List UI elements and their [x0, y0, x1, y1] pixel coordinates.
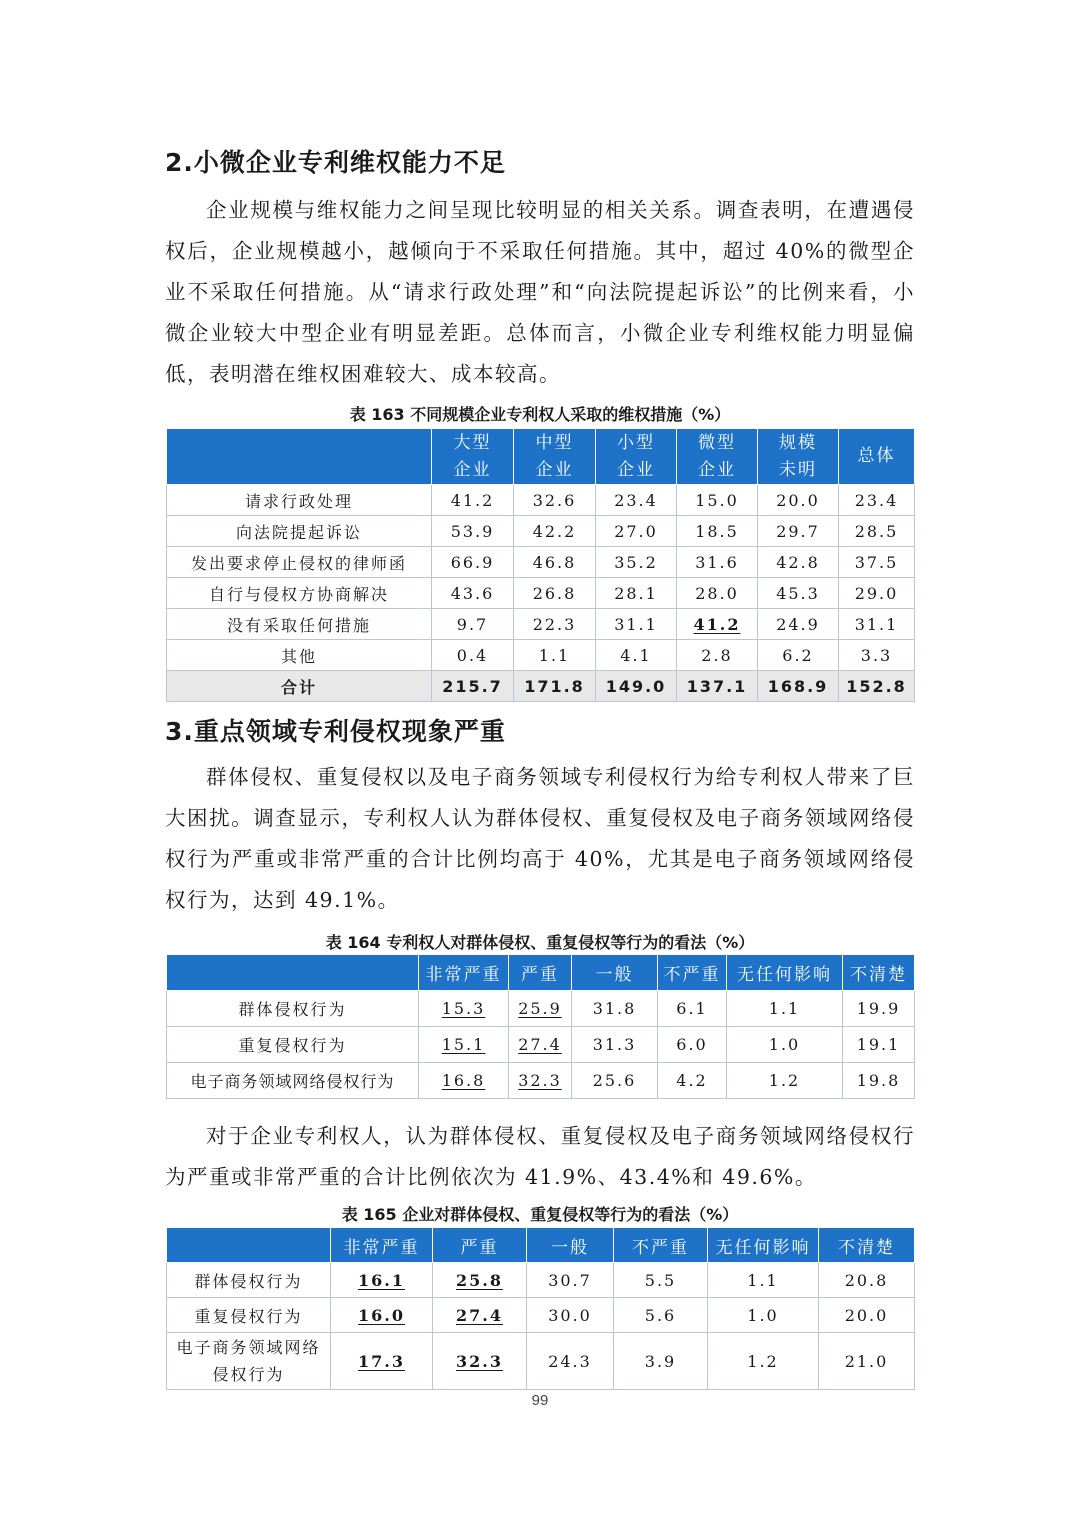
- table-cell: 32.6: [514, 485, 596, 516]
- table-cell: 28.5: [839, 516, 915, 547]
- table-cell: 215.7: [432, 671, 514, 702]
- table-cell-highlight: 25.9: [509, 991, 572, 1027]
- table-row: [167, 578, 915, 609]
- table-header-corner: [167, 955, 419, 991]
- table-cell: 19.8: [843, 1063, 915, 1099]
- table-row: [167, 1333, 915, 1390]
- table-cell: 1.2: [708, 1333, 819, 1390]
- table-cell-highlight: 15.3: [419, 991, 509, 1027]
- table-cell: 1.0: [708, 1298, 819, 1333]
- table-cell-highlight: 32.3: [433, 1333, 527, 1390]
- table-cell: 31.3: [572, 1027, 658, 1063]
- table-header-corner: [167, 1228, 331, 1263]
- table-cell: 23.4: [596, 485, 677, 516]
- row-label: 其他: [167, 640, 432, 671]
- table-header-cell: 不严重: [658, 955, 727, 991]
- table-cell: 1.0: [727, 1027, 843, 1063]
- table-cell: 171.8: [514, 671, 596, 702]
- table-cell: 2.8: [677, 640, 758, 671]
- table-cell: 35.2: [596, 547, 677, 578]
- table-cell: 28.0: [677, 578, 758, 609]
- table-row: [167, 609, 915, 640]
- table-cell-highlight: 16.1: [331, 1263, 433, 1298]
- row-label: 重复侵权行为: [167, 1027, 419, 1063]
- table-cell-highlight: 32.3: [509, 1063, 572, 1099]
- table-cell: 66.9: [432, 547, 514, 578]
- table-cell: 22.3: [514, 609, 596, 640]
- table-cell: 137.1: [677, 671, 758, 702]
- row-label: 电子商务领域网络侵权行为: [167, 1063, 419, 1099]
- row-label: 群体侵权行为: [167, 991, 419, 1027]
- table-165: [166, 1227, 915, 1390]
- table-cell: 24.9: [758, 609, 839, 640]
- table-cell: 6.2: [758, 640, 839, 671]
- row-label: 电子商务领域网络 侵权行为: [167, 1333, 331, 1390]
- table-cell-highlight: 16.0: [331, 1298, 433, 1333]
- row-label: 请求行政处理: [167, 485, 432, 516]
- table-cell: 20.8: [819, 1263, 915, 1298]
- table-header-cell: 小型 企业: [596, 429, 677, 485]
- table-cell: 4.1: [596, 640, 677, 671]
- row-label: 发出要求停止侵权的律师函: [167, 547, 432, 578]
- table-header-cell: 规模 未明: [758, 429, 839, 485]
- table-header-cell: 严重: [509, 955, 572, 991]
- table-header-cell: 中型 企业: [514, 429, 596, 485]
- table-cell: 31.8: [572, 991, 658, 1027]
- section-2-paragraph: 企业规模与维权能力之间呈现比较明显的相关关系。调查表明，在遭遇侵权后，企业规模越小，越倾向于不采取任何措施。其中，超过 40%的微型企业不采取任何措施。从“请求行政处理”和“向法院提起诉讼”的比例来看，小微企业较大中型企业有明显差距。总体而言，小微企业专利维权能力明显偏低，表明潜在维权困难较大、成本较高。: [165, 198, 915, 386]
- row-label: 自行与侵权方协商解决: [167, 578, 432, 609]
- table-cell: 18.5: [677, 516, 758, 547]
- table-cell: 31.1: [839, 609, 915, 640]
- table-header-cell: 不清楚: [843, 955, 915, 991]
- table-cell: 29.0: [839, 578, 915, 609]
- table-row: [167, 1063, 915, 1099]
- table-row: [167, 991, 915, 1027]
- table-cell: 3.9: [614, 1333, 708, 1390]
- table-header-cell: 一般: [527, 1228, 614, 1263]
- table-header-cell: 大型 企业: [432, 429, 514, 485]
- table-cell: 15.0: [677, 485, 758, 516]
- table-cell: 43.6: [432, 578, 514, 609]
- table-164: [166, 954, 915, 1099]
- table-cell: 6.0: [658, 1027, 727, 1063]
- table-cell: 1.1: [727, 991, 843, 1027]
- table-cell: 24.3: [527, 1333, 614, 1390]
- row-label: 向法院提起诉讼: [167, 516, 432, 547]
- table-cell: 5.5: [614, 1263, 708, 1298]
- table-cell: 41.2: [432, 485, 514, 516]
- section-3-paragraph-1: 群体侵权、重复侵权以及电子商务领域专利侵权行为给专利权人带来了巨大困扰。调查显示，专利权人认为群体侵权、重复侵权及电子商务领域网络侵权行为严重或非常严重的合计比例均高于 40%，尤其是电子商务领域网络侵权行为，达到 49.1%。: [165, 765, 915, 912]
- table-cell: 21.0: [819, 1333, 915, 1390]
- table-row: [167, 485, 915, 516]
- row-label: 群体侵权行为: [167, 1263, 331, 1298]
- table-cell: 4.2: [658, 1063, 727, 1099]
- row-label: 重复侵权行为: [167, 1298, 331, 1333]
- table-header-cell: 无任何影响: [727, 955, 843, 991]
- table-cell: 37.5: [839, 547, 915, 578]
- table-header-cell: 非常严重: [419, 955, 509, 991]
- table-cell: 31.6: [677, 547, 758, 578]
- table-cell-highlight: 16.8: [419, 1063, 509, 1099]
- table-165-header-row: [167, 1228, 915, 1263]
- table-165-caption: 表 165 企业对群体侵权、重复侵权等行为的看法（%）: [341, 1205, 739, 1224]
- table-header-corner: [167, 429, 432, 485]
- table-cell: 29.7: [758, 516, 839, 547]
- table-cell: 9.7: [432, 609, 514, 640]
- table-cell: 6.1: [658, 991, 727, 1027]
- table-cell: 28.1: [596, 578, 677, 609]
- table-cell-highlight: 27.4: [433, 1298, 527, 1333]
- table-cell: 3.3: [839, 640, 915, 671]
- table-cell-highlight: 41.2: [677, 609, 758, 640]
- table-cell: 30.0: [527, 1298, 614, 1333]
- table-163-header-row: [167, 429, 915, 485]
- table-cell: 1.1: [514, 640, 596, 671]
- section-3-paragraph-2: 对于企业专利权人，认为群体侵权、重复侵权及电子商务领域网络侵权行为严重或非常严重的合计比例依次为 41.9%、43.4%和 49.6%。: [165, 1124, 915, 1189]
- page-number: 99: [531, 1392, 549, 1409]
- table-cell: 42.2: [514, 516, 596, 547]
- table-cell: 30.7: [527, 1263, 614, 1298]
- table-cell: 25.6: [572, 1063, 658, 1099]
- table-header-cell: 非常严重: [331, 1228, 433, 1263]
- table-cell: 45.3: [758, 578, 839, 609]
- table-row: [167, 547, 915, 578]
- table-cell-highlight: 17.3: [331, 1333, 433, 1390]
- table-cell: 27.0: [596, 516, 677, 547]
- table-cell: 0.4: [432, 640, 514, 671]
- table-cell-highlight: 25.8: [433, 1263, 527, 1298]
- table-total-row: [167, 671, 915, 702]
- table-header-cell: 不严重: [614, 1228, 708, 1263]
- table-cell: 19.1: [843, 1027, 915, 1063]
- table-row: [167, 1263, 915, 1298]
- table-cell-highlight: 15.1: [419, 1027, 509, 1063]
- row-label: 没有采取任何措施: [167, 609, 432, 640]
- table-row: [167, 1027, 915, 1063]
- table-header-cell: 无任何影响: [708, 1228, 819, 1263]
- row-label: 合计: [167, 671, 432, 702]
- table-cell: 31.1: [596, 609, 677, 640]
- table-cell: 20.0: [758, 485, 839, 516]
- table-cell: 5.6: [614, 1298, 708, 1333]
- table-cell: 26.8: [514, 578, 596, 609]
- table-163: [166, 428, 915, 702]
- table-163-caption: 表 163 不同规模企业专利权人采取的维权措施（%）: [349, 405, 731, 424]
- table-cell: 1.2: [727, 1063, 843, 1099]
- table-row: [167, 516, 915, 547]
- table-164-caption: 表 164 专利权人对群体侵权、重复侵权等行为的看法（%）: [325, 933, 755, 952]
- table-cell: 1.1: [708, 1263, 819, 1298]
- table-cell: 46.8: [514, 547, 596, 578]
- table-cell: 152.8: [839, 671, 915, 702]
- table-cell: 168.9: [758, 671, 839, 702]
- table-header-cell: 微型 企业: [677, 429, 758, 485]
- table-header-cell: 总体: [839, 429, 915, 485]
- table-header-cell: 不清楚: [819, 1228, 915, 1263]
- table-header-cell: 严重: [433, 1228, 527, 1263]
- table-cell: 20.0: [819, 1298, 915, 1333]
- table-cell: 19.9: [843, 991, 915, 1027]
- section-heading-3: 3.重点领域专利侵权现象严重: [165, 717, 506, 746]
- table-cell-highlight: 27.4: [509, 1027, 572, 1063]
- table-cell: 53.9: [432, 516, 514, 547]
- table-row: [167, 640, 915, 671]
- table-cell: 42.8: [758, 547, 839, 578]
- table-cell: 149.0: [596, 671, 677, 702]
- table-header-cell: 一般: [572, 955, 658, 991]
- table-row: [167, 1298, 915, 1333]
- table-cell: 23.4: [839, 485, 915, 516]
- section-heading-2: 2.小微企业专利维权能力不足: [165, 148, 506, 177]
- table-164-header-row: [167, 955, 915, 991]
